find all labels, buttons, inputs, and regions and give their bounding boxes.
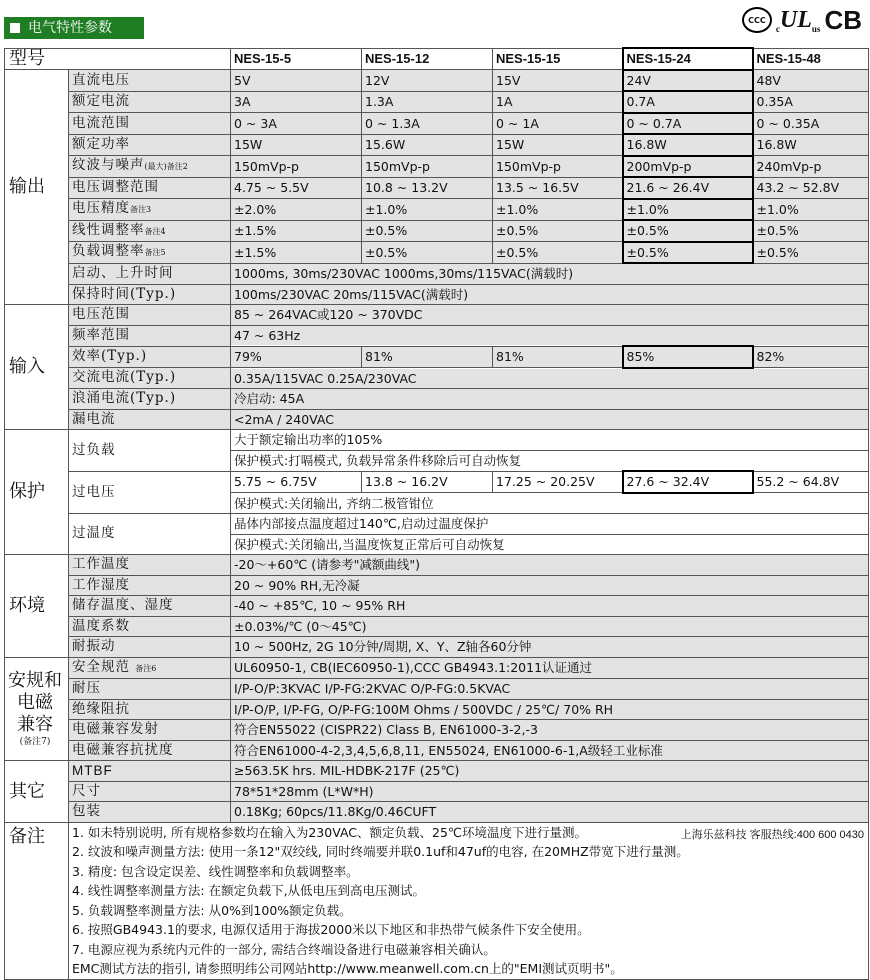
note-line: 2. 纹波和噪声测量方法: 使用一条12"双绞线, 同时终端要并联0.1uf和47uf的电容, 在20MHZ带宽下进行量测。 xyxy=(72,844,689,859)
value-cell: 82% xyxy=(753,346,869,368)
table-row xyxy=(5,284,869,305)
value-cell: ±0.5% xyxy=(753,220,869,242)
value-cell: 晶体内部接点温度超过140℃,启动过温度保护 xyxy=(231,514,869,535)
model-row xyxy=(5,48,869,70)
value-cell: 保护模式:打嗝模式, 负载异常条件移除后可自动恢复 xyxy=(231,450,869,471)
hotline-text: 上海乐兹科技 客服热线:400 600 0430 xyxy=(680,828,864,841)
value-cell: 27.6 ~ 32.4V xyxy=(623,471,753,493)
value-cell: 0 ~ 3A xyxy=(231,113,362,135)
table-row xyxy=(5,740,869,761)
table-row xyxy=(5,156,869,178)
table-row xyxy=(5,679,869,700)
value-cell: 43.2 ~ 52.8V xyxy=(753,177,869,199)
item-label: 电压精度备注3 xyxy=(69,199,231,221)
item-label: 额定电流 xyxy=(69,91,231,113)
value-cell: ±2.0% xyxy=(231,199,362,221)
item-label: 电压调整范围 xyxy=(69,177,231,199)
model-cell: NES-15-12 xyxy=(362,48,493,70)
item-label: 过电压 xyxy=(69,471,231,514)
category-output: 输出 xyxy=(5,70,69,305)
table-row xyxy=(5,389,869,410)
value-cell: ±1.5% xyxy=(231,220,362,242)
item-label: 纹波与噪声(最大)备注2 xyxy=(69,156,231,178)
value-cell: 100ms/230VAC 20ms/115VAC(满载时) xyxy=(231,284,869,305)
table-row xyxy=(5,305,869,326)
item-label: 启动、上升时间 xyxy=(69,263,231,284)
item-label: 尺寸 xyxy=(69,781,231,802)
value-cell: 冷启动: 45A xyxy=(231,389,869,410)
item-label: 线性调整率备注4 xyxy=(69,220,231,242)
item-label: 温度系数 xyxy=(69,616,231,637)
category-protection: 保护 xyxy=(5,430,69,555)
value-cell: 240mVp-p xyxy=(753,156,869,178)
table-row xyxy=(5,368,869,389)
value-cell: ±0.5% xyxy=(493,220,623,242)
value-cell: ≥563.5K hrs. MIL-HDBK-217F (25℃) xyxy=(231,761,869,782)
note-ref: (最大)备注2 xyxy=(144,162,188,171)
value-cell: 符合EN61000-4-2,3,4,5,6,8,11, EN55024, EN61000-6-1,A级轻工业标准 xyxy=(231,740,869,761)
note-ref: 备注5 xyxy=(144,248,166,257)
value-cell: 1.3A xyxy=(362,91,493,113)
value-cell: ±1.0% xyxy=(362,199,493,221)
model-cell: NES-15-5 xyxy=(231,48,362,70)
ul-logo: cULus xyxy=(775,6,821,34)
item-label: 耐压 xyxy=(69,679,231,700)
value-cell: 81% xyxy=(362,346,493,368)
category-safety-emc: 安规和 电磁 兼容 (备注7) xyxy=(5,657,69,761)
value-cell: 15V xyxy=(493,70,623,92)
notes-row xyxy=(5,822,869,979)
value-cell: <2mA / 240VAC xyxy=(231,409,869,430)
note-ref: 备注6 xyxy=(135,663,157,673)
value-cell: -40 ~ +85℃, 10 ~ 95% RH xyxy=(231,596,869,617)
model-label: 型号 xyxy=(5,48,231,70)
value-cell: 20 ~ 90% RH,无冷凝 xyxy=(231,575,869,596)
value-cell: 48V xyxy=(753,70,869,92)
table-row xyxy=(5,471,869,493)
section-header xyxy=(4,17,144,39)
value-cell: 1A xyxy=(493,91,623,113)
note-line: 1. 如未特别说明, 所有规格参数均在输入为230VAC、额定负载、25℃环境温度下进行量测。 xyxy=(72,824,587,840)
value-cell: 大于额定输出功率的105% xyxy=(231,430,869,451)
value-cell: 15W xyxy=(493,134,623,156)
table-row xyxy=(5,699,869,720)
value-cell: ±1.0% xyxy=(623,199,753,221)
value-cell: ±1.0% xyxy=(753,199,869,221)
value-cell: 79% xyxy=(231,346,362,368)
table-row xyxy=(5,761,869,782)
note-ref: 备注3 xyxy=(130,205,152,214)
table-row xyxy=(5,70,869,92)
value-cell: ±0.5% xyxy=(362,220,493,242)
value-cell: 5.75 ~ 6.75V xyxy=(231,471,362,493)
note-ref: 备注4 xyxy=(144,226,166,236)
value-cell: I/P-O/P:3KVAC I/P-FG:2KVAC O/P-FG:0.5KVAC xyxy=(231,679,869,700)
ccc-logo: CCC xyxy=(742,7,772,33)
value-cell: ±0.5% xyxy=(753,242,869,264)
item-label: MTBF xyxy=(69,761,231,782)
item-label: 保持时间(Typ.) xyxy=(69,284,231,305)
table-row xyxy=(5,657,869,679)
table-row xyxy=(5,263,869,284)
category-notes: 备注 xyxy=(5,822,69,979)
table-row xyxy=(5,134,869,156)
table-row xyxy=(5,91,869,113)
item-label: 浪涌电流(Typ.) xyxy=(69,389,231,410)
value-cell: ±0.03%/℃ (0～45℃) xyxy=(231,616,869,637)
value-cell: ±0.5% xyxy=(493,242,623,264)
value-cell: 保护模式:关闭输出, 齐纳二极管钳位 xyxy=(231,493,869,514)
table-row xyxy=(5,113,869,135)
table-row xyxy=(5,346,869,368)
value-cell: 符合EN55022 (CISPR22) Class B, EN61000-3-2,-3 xyxy=(231,720,869,741)
item-label: 安全规范 备注6 xyxy=(69,657,231,679)
value-cell: 0.18Kg; 60pcs/11.8Kg/0.46CUFT xyxy=(231,802,869,823)
value-cell: 150mVp-p xyxy=(231,156,362,178)
table-row xyxy=(5,555,869,576)
value-cell: 81% xyxy=(493,346,623,368)
item-label: 负载调整率备注5 xyxy=(69,242,231,264)
square-icon xyxy=(10,23,20,33)
item-label: 耐振动 xyxy=(69,637,231,658)
spec-table xyxy=(4,47,869,980)
item-label: 交流电流(Typ.) xyxy=(69,368,231,389)
item-label: 包装 xyxy=(69,802,231,823)
table-row xyxy=(5,575,869,596)
value-cell: 0 ~ 1A xyxy=(493,113,623,135)
note-line: 3. 精度: 包含设定误差、线性调整率和负载调整率。 xyxy=(72,863,359,879)
item-label: 频率范围 xyxy=(69,325,231,346)
table-row xyxy=(5,802,869,823)
table-row xyxy=(5,177,869,199)
item-label: 工作湿度 xyxy=(69,575,231,596)
note-line: 5. 负载调整率测量方法: 从0%到100%额定负载。 xyxy=(72,902,352,918)
table-row xyxy=(5,781,869,802)
value-cell: 0.35A/115VAC 0.25A/230VAC xyxy=(231,368,869,389)
value-cell: 4.75 ~ 5.5V xyxy=(231,177,362,199)
item-label: 电流范围 xyxy=(69,113,231,135)
value-cell: 0 ~ 0.7A xyxy=(623,113,753,135)
table-row xyxy=(5,596,869,617)
item-label: 直流电压 xyxy=(69,70,231,92)
value-cell: 85 ~ 264VAC或120 ~ 370VDC xyxy=(231,305,869,326)
value-cell: 保护模式:关闭输出,当温度恢复正常后可自动恢复 xyxy=(231,534,869,555)
table-row xyxy=(5,220,869,242)
notes-cell xyxy=(69,822,869,979)
section-title: 电气特性参数 xyxy=(28,20,112,36)
value-cell: 47 ~ 63Hz xyxy=(231,325,869,346)
item-label: 储存温度、湿度 xyxy=(69,596,231,617)
table-row xyxy=(5,720,869,741)
value-cell: 78*51*28mm (L*W*H) xyxy=(231,781,869,802)
value-cell: 150mVp-p xyxy=(493,156,623,178)
table-row xyxy=(5,242,869,264)
value-cell: 150mVp-p xyxy=(362,156,493,178)
value-cell: ±0.5% xyxy=(623,242,753,264)
value-cell: 17.25 ~ 20.25V xyxy=(493,471,623,493)
model-cell: NES-15-24 xyxy=(623,48,753,70)
value-cell: ±0.5% xyxy=(362,242,493,264)
table-row xyxy=(5,430,869,451)
value-cell: 200mVp-p xyxy=(623,156,753,178)
table-row xyxy=(5,616,869,637)
value-cell: ±1.5% xyxy=(231,242,362,264)
value-cell: 12V xyxy=(362,70,493,92)
item-label: 绝缘阻抗 xyxy=(69,699,231,720)
value-cell: UL60950-1, CB(IEC60950-1),CCC GB4943.1:2011认证通过 xyxy=(231,657,869,679)
value-cell: 3A xyxy=(231,91,362,113)
table-row xyxy=(5,325,869,346)
value-cell: 13.8 ~ 16.2V xyxy=(362,471,493,493)
value-cell: 15W xyxy=(231,134,362,156)
note-line: EMC测试方法的指引, 请参照明纬公司网站http://www.meanwell.com.cn上的"EMI测试页明书"。 xyxy=(72,961,623,976)
table-row xyxy=(5,637,869,658)
value-cell: 85% xyxy=(623,346,753,368)
model-cell: NES-15-48 xyxy=(753,48,869,70)
value-cell: 0 ~ 1.3A xyxy=(362,113,493,135)
item-label: 工作温度 xyxy=(69,555,231,576)
table-row xyxy=(5,514,869,535)
value-cell: 0 ~ 0.35A xyxy=(753,113,869,135)
value-cell: 5V xyxy=(231,70,362,92)
value-cell: ±0.5% xyxy=(623,220,753,242)
category-environment: 环境 xyxy=(5,555,69,658)
item-label: 额定功率 xyxy=(69,134,231,156)
value-cell: 13.5 ~ 16.5V xyxy=(493,177,623,199)
value-cell: 10 ~ 500Hz, 2G 10分钟/周期, X、Y、Z轴各60分钟 xyxy=(231,637,869,658)
model-cell: NES-15-15 xyxy=(493,48,623,70)
item-label: 效率(Typ.) xyxy=(69,346,231,368)
value-cell: -20～+60℃ (请参考"减额曲线") xyxy=(231,555,869,576)
note-line: 7. 电源应视为系统内元件的一部分, 需结合终端设备进行电磁兼容相关确认。 xyxy=(72,941,496,957)
table-row xyxy=(5,409,869,430)
item-label: 电磁兼容抗扰度 xyxy=(69,740,231,761)
item-label: 过负载 xyxy=(69,430,231,472)
value-cell: 21.6 ~ 26.4V xyxy=(623,177,753,199)
item-label: 过温度 xyxy=(69,514,231,555)
note-line: 6. 按照GB4943.1的要求, 电源仅适用于海拔2000米以下地区和非热带气候条件下安全使用。 xyxy=(72,922,590,937)
item-label: 电磁兼容发射 xyxy=(69,720,231,741)
value-cell: 10.8 ~ 13.2V xyxy=(362,177,493,199)
value-cell: 55.2 ~ 64.8V xyxy=(753,471,869,493)
value-cell: 24V xyxy=(623,70,753,92)
category-input: 输入 xyxy=(5,305,69,430)
value-cell: 15.6W xyxy=(362,134,493,156)
value-cell: 1000ms, 30ms/230VAC 1000ms,30ms/115VAC(满载时) xyxy=(231,263,869,284)
table-row xyxy=(5,199,869,221)
value-cell: 16.8W xyxy=(623,134,753,156)
value-cell: 0.35A xyxy=(753,91,869,113)
value-cell: 16.8W xyxy=(753,134,869,156)
value-cell: ±1.0% xyxy=(493,199,623,221)
certification-logos xyxy=(742,4,862,36)
item-label: 漏电流 xyxy=(69,409,231,430)
value-cell: I/P-O/P, I/P-FG, O/P-FG:100M Ohms / 500VDC / 25℃/ 70% RH xyxy=(231,699,869,720)
note-line: 4. 线性调整率测量方法: 在额定负载下,从低电压到高电压测试。 xyxy=(72,883,426,898)
category-others: 其它 xyxy=(5,761,69,823)
item-label: 电压范围 xyxy=(69,305,231,326)
cb-logo: CB xyxy=(824,4,862,35)
value-cell: 0.7A xyxy=(623,91,753,113)
